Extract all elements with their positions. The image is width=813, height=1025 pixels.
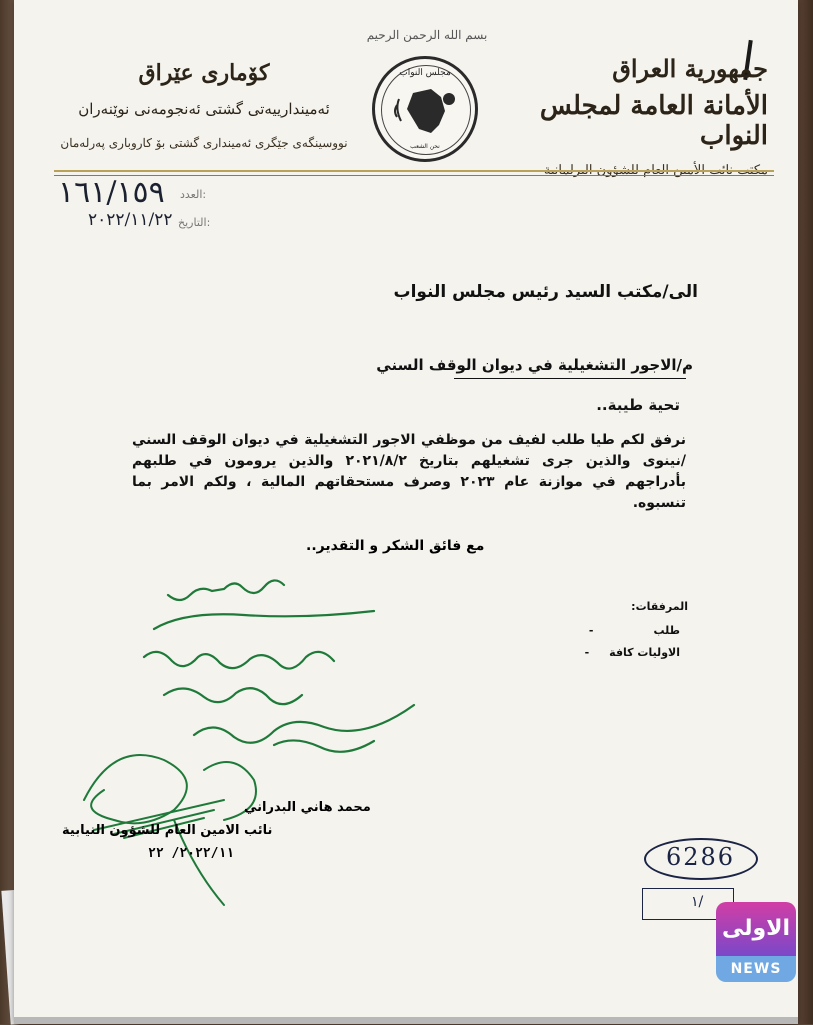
addressee: الى/مكتب السيد رئيس مجلس النواب [393, 282, 698, 302]
seal-top-text: مجلس النواب [399, 68, 451, 78]
secretariat-title-kurdish: ئەمیندارییەتی گشتی ئەنجومەنی نوێنەران [78, 100, 330, 118]
paper-bottom-edge [14, 1017, 798, 1024]
reference-number-label: العدد: [180, 188, 207, 201]
desk-left-edge [0, 0, 14, 1024]
reference-number: ١٦١/١٥٩ [58, 175, 165, 210]
republic-title: جمهورية العراق [612, 54, 768, 83]
reference-date: ٢٠٢٢/١١/٢٢ [88, 210, 173, 230]
closing: مع فائق الشكر و التقدير.. [306, 538, 485, 554]
office-title-kurdish: نووسینگەی جێگری ئەمینداری گشتی بۆ کاروباری پەرلەمان [60, 136, 348, 150]
attachment-item: طلب- [588, 624, 680, 637]
office-title: مكتب نائب الأمين العام للشؤون البرلمانية [543, 163, 768, 178]
signature-date: ٢٠٢٢/١١/ ٢٢ [148, 846, 235, 861]
news-logo [716, 902, 796, 982]
secretariat-title: الأمانة العامة لمجلس النواب [539, 91, 768, 151]
subject-underline [454, 378, 686, 379]
seal-bottom-text: نحن الشعب [410, 143, 440, 150]
signatory-title: نائب الامين العام للشؤون النيابية [62, 823, 273, 838]
signatory-name: محمد هاني البدراني [244, 800, 371, 815]
body-paragraph: نرفق لكم طيا طلب لفيف من موظفي الاجور التشغيلية في ديوان الوقف السني /نينوى والذين جرى تشغيلهم بتاريخ ٢٠٢١/٨/٢ والذين يرومون في طلبهم بأدراجهم في موازنة عام ٢٠٢٣ وصرف مستحقاتهم المالية ، ولكم الامر بما تنسبوه. [132, 432, 686, 511]
incoming-box-value: ١/ [691, 894, 704, 910]
subject-line: م/الاجور التشغيلية في ديوان الوقف السني [376, 356, 693, 374]
incoming-number: 6286 [666, 843, 736, 871]
attachments-heading: المرفقات: [631, 600, 688, 613]
reference-date-label: التاريخ: [178, 216, 211, 229]
letter-page [14, 0, 798, 1024]
news-logo-sub: NEWS [716, 956, 796, 982]
signature-scribble [54, 730, 284, 910]
incoming-number-stamp [644, 838, 758, 880]
news-logo-text: الاولى [716, 902, 796, 956]
attachment-item: الاوليات كافة- [584, 646, 680, 659]
greeting: تحية طيبة.. [596, 396, 680, 414]
basmala: بسم الله الرحمن الرحيم [366, 28, 488, 42]
republic-title-kurdish: کۆماری عێراق [138, 60, 270, 86]
